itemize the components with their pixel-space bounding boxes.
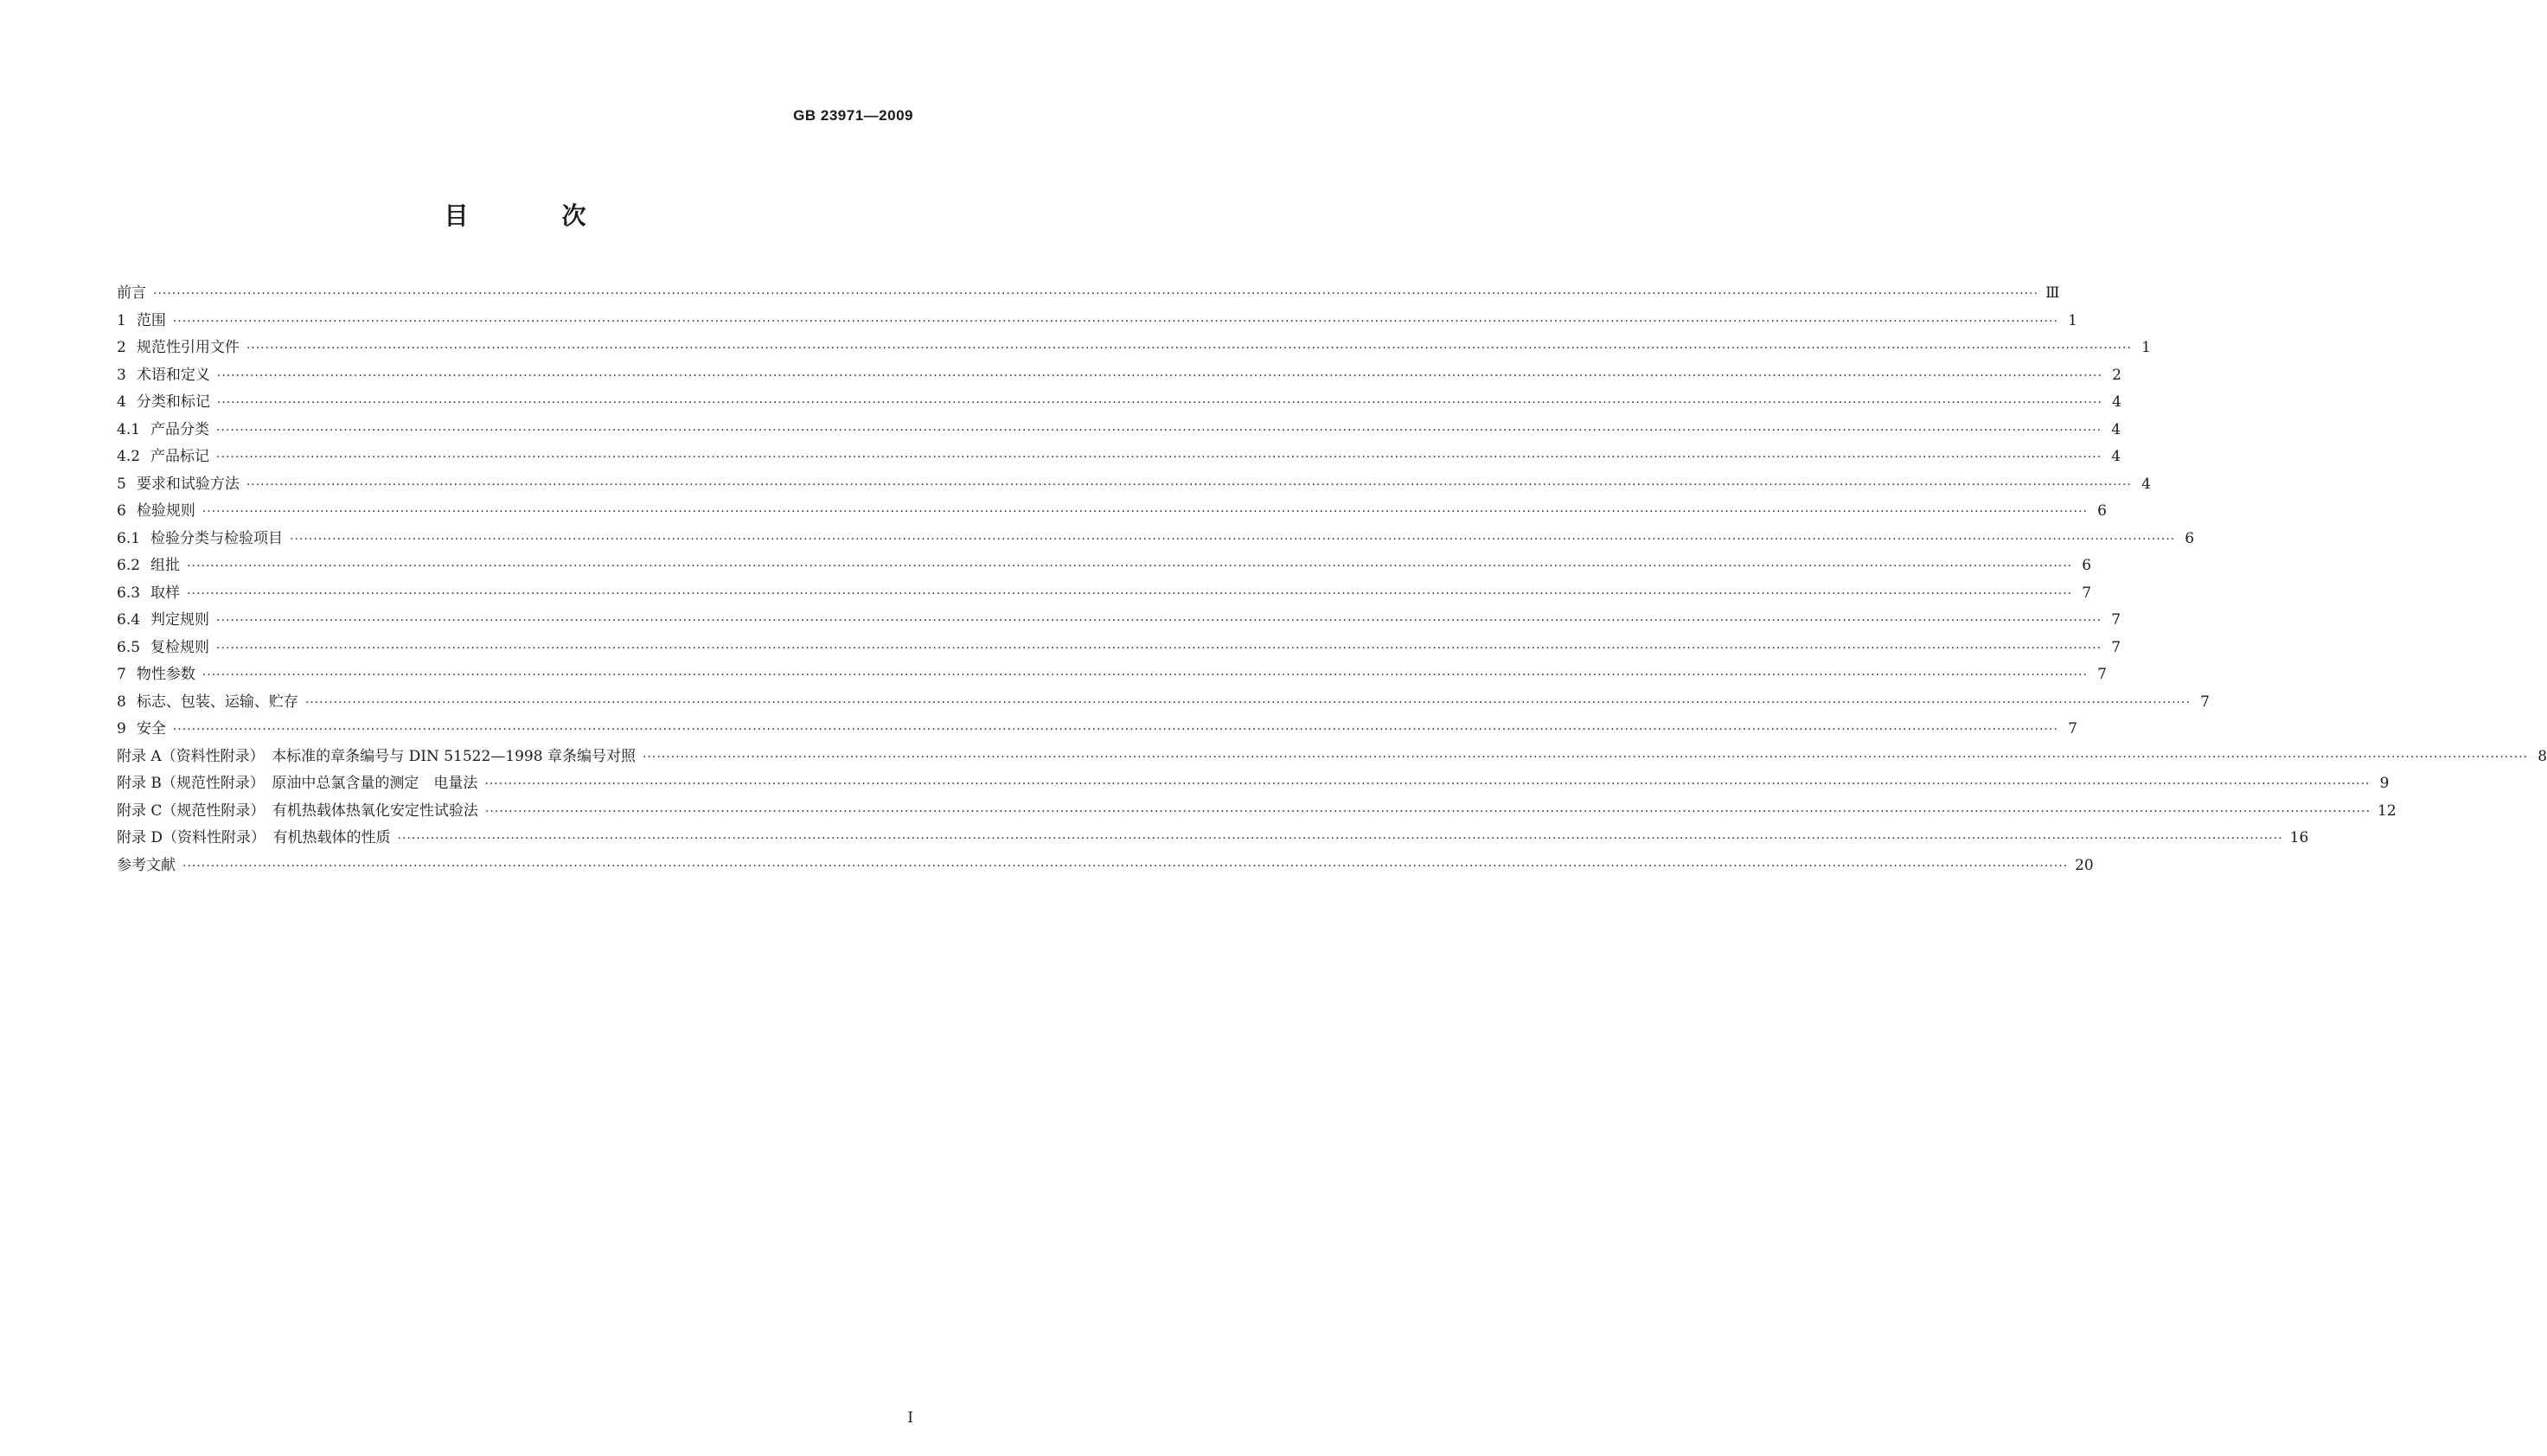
toc-entry-number: 7	[117, 666, 126, 683]
toc-entry-page: 7	[2082, 584, 2092, 602]
toc-entry[interactable]	[117, 607, 2121, 635]
toc-entry-page: 6	[2185, 529, 2195, 547]
toc-entry-page: 6	[2082, 557, 2092, 574]
toc-entry-label: 范围	[136, 311, 166, 329]
toc-entry-label: 复检规则	[150, 638, 210, 656]
toc-entry-page: 7	[2111, 638, 2121, 656]
toc-entry-page: 4	[2141, 475, 2151, 493]
toc-entry[interactable]	[117, 389, 2121, 417]
toc-entry-page: 8	[2537, 747, 2547, 765]
toc-entry-page: 1	[2141, 339, 2151, 356]
toc-entry-page: 20	[2075, 856, 2094, 874]
toc-dot-leader: ················································································································································································································································································································································································································	[216, 368, 2102, 383]
toc-entry-number: 6.5	[117, 638, 141, 656]
toc-entry-label: 判定规则	[150, 611, 210, 629]
standard-number: GB 23971—2009	[793, 107, 913, 124]
toc-entry-page: 16	[2289, 829, 2309, 846]
toc-dot-leader: ················································································································································································································································································································································································································	[484, 804, 2371, 819]
toc-entry-page: 1	[2068, 311, 2077, 329]
toc-entry[interactable]	[117, 825, 2309, 853]
toc-entry-number: 5	[117, 475, 126, 493]
toc-entry-label: 检验规则	[136, 502, 195, 520]
toc-entry-label: 产品标记	[150, 448, 210, 465]
toc-entry[interactable]	[117, 471, 2151, 499]
toc-entry-number: 8	[117, 693, 126, 711]
toc-dot-leader: ················································································································································································································································································································································································································	[216, 396, 2102, 410]
toc-entry[interactable]	[117, 552, 2092, 580]
toc-entry[interactable]	[117, 661, 2107, 689]
toc-entry[interactable]	[117, 689, 2210, 717]
toc-entry[interactable]	[117, 635, 2121, 662]
toc-dot-leader: ················································································································································································································································································································································································································	[304, 695, 2191, 710]
toc-entry-label: 产品分类	[150, 420, 210, 438]
toc-dot-leader: ················································································································································································································································································································································································································	[172, 314, 2058, 329]
toc-entry-label: 附录 A（资料性附录） 本标准的章条编号与 DIN 51522—1998 章条编号对照	[117, 747, 636, 765]
toc-entry-number: 6.2	[117, 557, 141, 574]
table-of-contents	[117, 280, 2547, 879]
toc-entry-number: 6	[117, 502, 126, 520]
toc-dot-leader: ················································································································································································································································································································································································································	[202, 505, 2088, 519]
toc-entry[interactable]	[117, 417, 2121, 444]
toc-entry-label: 安全	[136, 720, 166, 738]
toc-entry[interactable]	[117, 280, 2060, 308]
toc-dot-leader: ················································································································································································································································································································································································································	[202, 668, 2088, 682]
toc-entry-page: 12	[2377, 801, 2397, 820]
toc-entry-label: 分类和标记	[136, 393, 210, 411]
toc-dot-leader: ················································································································································································································································································································································································································	[216, 614, 2102, 628]
toc-entry-number: 4.2	[117, 448, 141, 465]
toc-entry-label: 前言	[117, 284, 146, 302]
toc-entry-number: 1	[117, 311, 126, 329]
toc-dot-leader: ················································································································································································································································································································································································································	[216, 450, 2102, 464]
toc-entry-number: 6.1	[117, 529, 141, 547]
toc-entry[interactable]	[117, 335, 2151, 362]
toc-dot-leader: ················································································································································································································································································································································································································	[216, 641, 2102, 655]
toc-entry-page: 9	[2379, 775, 2390, 792]
toc-entry-page: 4	[2111, 420, 2121, 438]
toc-entry-page: 2	[2112, 366, 2121, 384]
toc-entry-label: 检验分类与检验项目	[150, 529, 284, 547]
toc-entry-page: 7	[2097, 666, 2107, 683]
toc-dot-leader: ················································································································································································································································································································································································································	[246, 477, 2132, 492]
toc-dot-leader: ················································································································································································································································································································································································································	[153, 287, 2039, 301]
toc-entry-page: 7	[2200, 693, 2210, 711]
toc-entry-label: 术语和定义	[136, 366, 210, 384]
toc-entry[interactable]	[117, 526, 2195, 553]
toc-entry-label: 组批	[150, 557, 181, 574]
toc-dot-leader: ················································································································································································································································································································································································································	[642, 750, 2529, 764]
toc-entry-label: 物性参数	[136, 666, 195, 683]
toc-entry-label: 附录 C（规范性附录） 有机热载体热氧化安定性试验法	[117, 801, 478, 820]
toc-entry-label: 附录 B（规范性附录） 原油中总氯含量的测定 电量法	[117, 775, 478, 792]
toc-dot-leader: ················································································································································································································································································································································································································	[484, 777, 2371, 791]
toc-entry-page: 4	[2112, 393, 2121, 411]
toc-entry-label: 参考文献	[117, 856, 176, 874]
toc-entry-number: 4.1	[117, 420, 141, 438]
toc-dot-leader: ················································································································································································································································································································································································································	[290, 532, 2176, 546]
toc-entry-number: 4	[117, 393, 126, 411]
toc-entry-label: 规范性引用文件	[136, 339, 240, 356]
toc-entry-page: 7	[2068, 720, 2077, 738]
toc-entry-number: 6.3	[117, 584, 141, 602]
toc-entry[interactable]	[117, 444, 2121, 471]
toc-dot-leader: ················································································································································································································································································································································································································	[246, 342, 2132, 355]
toc-entry-page: 6	[2097, 502, 2107, 520]
page-title: 目 次	[444, 201, 621, 230]
toc-entry-number: 9	[117, 720, 126, 738]
toc-dot-leader: ················································································································································································································································································································································································································	[182, 859, 2069, 873]
toc-entry[interactable]	[117, 362, 2121, 390]
toc-entry-label: 取样	[150, 584, 181, 602]
toc-dot-leader: ················································································································································································································································································································································································································	[187, 559, 2073, 573]
toc-entry-label: 标志、包装、运输、贮存	[136, 693, 298, 711]
toc-dot-leader: ················································································································································································································································································································································································································	[397, 832, 2283, 846]
toc-entry-page: Ⅲ	[2045, 284, 2060, 302]
toc-entry-label: 要求和试验方法	[136, 475, 240, 493]
toc-entry[interactable]	[117, 770, 2390, 798]
page-number: Ⅰ	[907, 1409, 913, 1427]
toc-entry[interactable]	[117, 853, 2094, 880]
toc-entry-number: 3	[117, 366, 126, 384]
toc-dot-leader: ················································································································································································································································································································································································································	[216, 423, 2102, 437]
toc-entry-page: 4	[2111, 448, 2121, 465]
toc-entry[interactable]	[117, 580, 2092, 608]
toc-entry-number: 6.4	[117, 611, 141, 629]
toc-entry-number: 2	[117, 339, 126, 356]
toc-entry-label: 附录 D（资料性附录） 有机热载体的性质	[117, 829, 391, 846]
toc-entry[interactable]	[117, 798, 2397, 826]
toc-dot-leader: ················································································································································································································································································································································································································	[172, 723, 2058, 737]
toc-entry[interactable]	[117, 744, 2547, 771]
toc-entry[interactable]	[117, 498, 2107, 526]
toc-entry[interactable]	[117, 716, 2077, 744]
toc-entry[interactable]	[117, 308, 2077, 335]
toc-dot-leader: ················································································································································································································································································································································································································	[187, 586, 2073, 601]
toc-entry-page: 7	[2111, 611, 2121, 629]
